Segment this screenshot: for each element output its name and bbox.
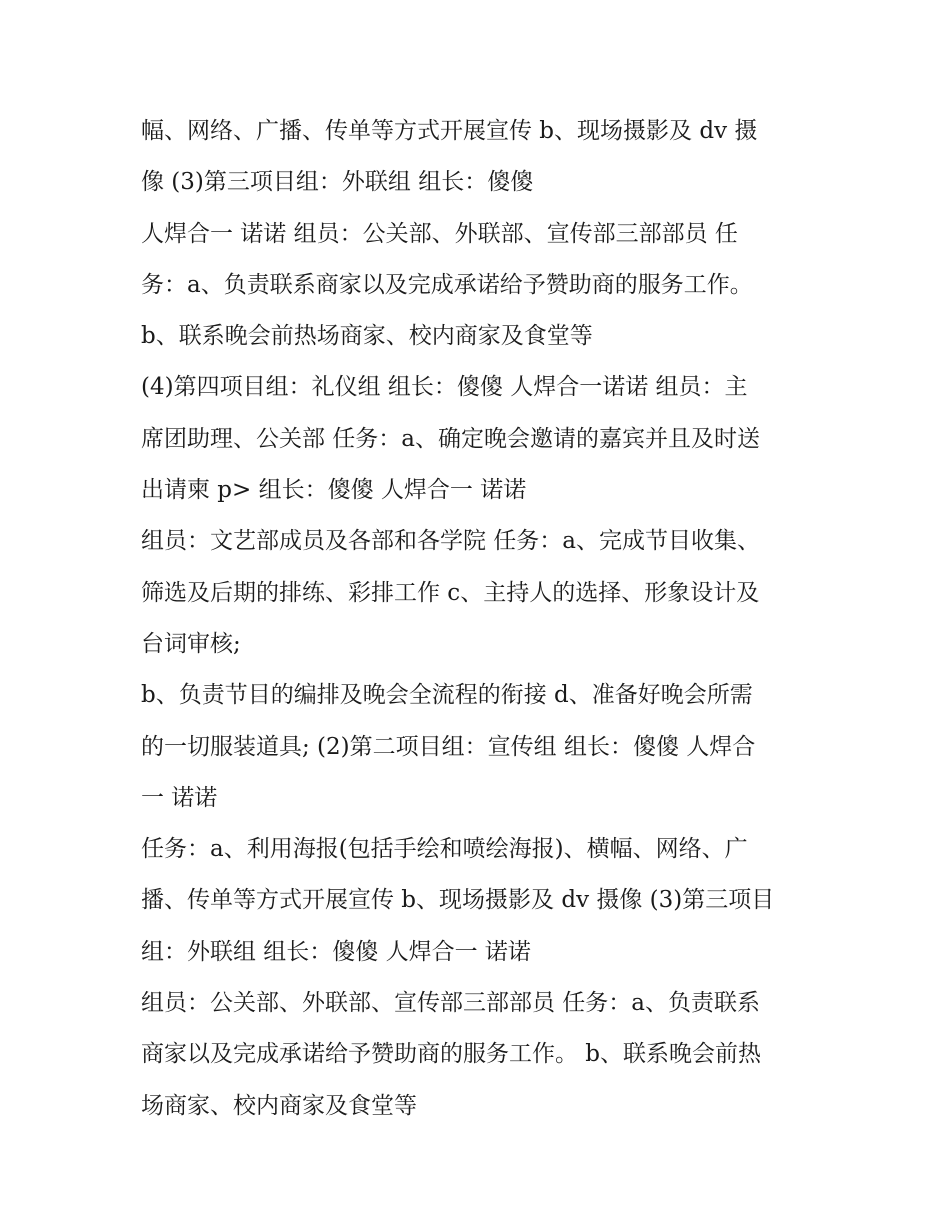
text-line-14: 一 诺诺: [141, 784, 218, 811]
text-line-3: 人焊合一 诺诺 组员：公关部、外联部、宣传部三部部员 任: [141, 220, 738, 247]
text-line-1: 幅、网络、广播、传单等方式开展宣传 b、现场摄影及 dv 摄: [141, 118, 758, 144]
text-line-2: 像 (3)第三项目组：外联组 组长：傻傻: [141, 169, 534, 196]
text-line-10: 筛选及后期的排练、彩排工作 c、主持人的选择、形象设计及: [141, 579, 760, 606]
text-line-11: 台词审核;: [141, 630, 241, 657]
text-line-15: 任务：a、利用海报(包括手绘和喷绘海报)、横幅、网络、广: [141, 836, 748, 863]
text-line-12: b、负责节目的编排及晚会全流程的衔接 d、准备好晚会所需: [141, 682, 753, 709]
text-line-20: 场商家、校内商家及食堂等: [141, 1092, 417, 1119]
text-line-6: (4)第四项目组：礼仪组 组长：傻傻 人焊合一诺诺 组员：主: [141, 374, 748, 401]
text-line-7: 席团助理、公关部 任务：a、确定晚会邀请的嘉宾并且及时送: [141, 425, 761, 452]
text-line-5: b、联系晚会前热场商家、校内商家及食堂等: [141, 323, 593, 350]
text-line-13: 的一切服装道具; (2)第二项目组：宣传组 组长：傻傻 人焊合: [141, 733, 756, 760]
text-line-17: 组：外联组 组长：傻傻 人焊合一 诺诺: [141, 938, 531, 965]
text-line-8: 出请柬 p> 组长：傻傻 人焊合一 诺诺: [141, 477, 527, 504]
text-line-4: 务：a、负责联系商家以及完成承诺给予赞助商的服务工作。: [141, 271, 753, 298]
document-body: [141, 106, 821, 1132]
text-line-19: 商家以及完成承诺给予赞助商的服务工作。 b、联系晚会前热: [141, 1041, 762, 1068]
text-line-9: 组员：文艺部成员及各部和各学院 任务：a、完成节目收集、: [141, 528, 761, 555]
text-line-18: 组员：公关部、外联部、宣传部三部部员 任务：a、负责联系: [141, 990, 761, 1017]
text-line-16: 播、传单等方式开展宣传 b、现场摄影及 dv 摄像 (3)第三项目: [141, 887, 775, 914]
